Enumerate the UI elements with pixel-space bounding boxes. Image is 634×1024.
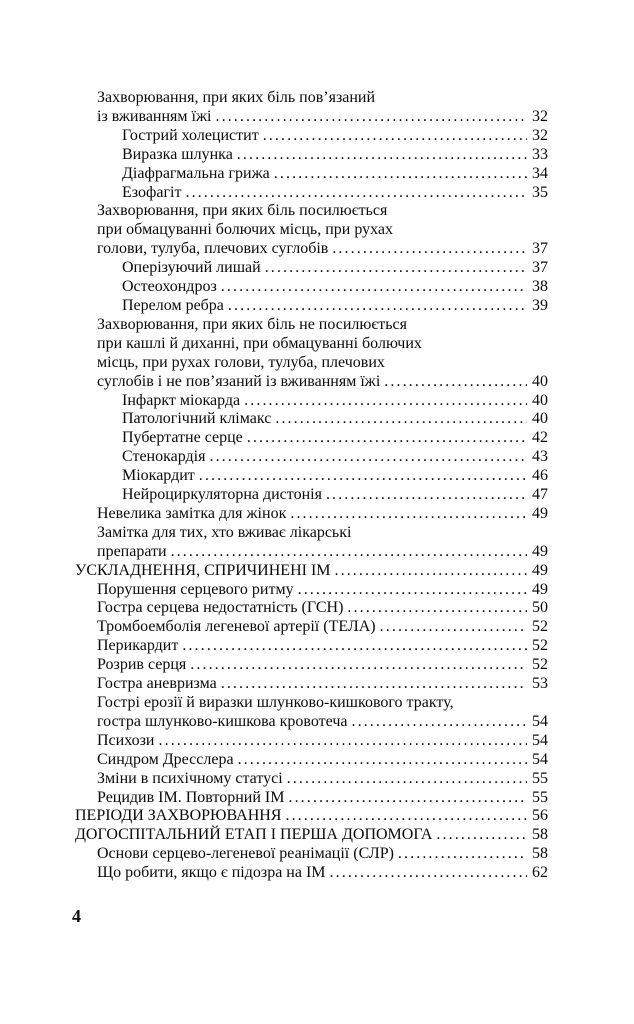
toc-entry-text: Зміни в психічному статусі xyxy=(97,769,283,787)
toc-line xyxy=(75,146,548,165)
toc-entry-text: Нейроциркуляторна дистонія xyxy=(122,486,322,504)
toc-entry-text: Патологічний клімакс xyxy=(122,410,272,428)
toc-dot-leader xyxy=(209,448,527,467)
toc-entry-text: препарати xyxy=(97,542,167,560)
toc-dot-leader xyxy=(185,184,527,203)
toc-line xyxy=(75,429,548,448)
toc-page-number: 32 xyxy=(532,107,548,125)
toc-page-number: 32 xyxy=(532,126,548,144)
toc-page-number: 52 xyxy=(532,637,548,655)
toc-dot-leader xyxy=(298,581,527,600)
toc-dot-leader xyxy=(159,732,528,751)
toc-line xyxy=(75,89,548,108)
toc-line xyxy=(75,297,548,316)
toc-line xyxy=(75,732,548,751)
toc-page-number: 38 xyxy=(532,278,548,296)
toc-page-number: 40 xyxy=(532,391,548,409)
toc-line xyxy=(75,108,548,127)
page-number: 4 xyxy=(72,906,81,926)
toc-line xyxy=(75,864,548,883)
toc-entry-text: Захворювання, при яких біль не посилюється xyxy=(97,315,407,333)
toc-line xyxy=(75,845,548,864)
toc-dot-leader xyxy=(288,789,527,808)
toc-entry-text: суглобів і не пов’язаний із вживанням їжі xyxy=(97,372,381,390)
toc-dot-leader xyxy=(244,392,527,411)
toc-entry-text: при кашлі й диханні, при обмацуванні болючих xyxy=(97,334,422,352)
toc-entry-text: Гостра аневризма xyxy=(97,675,217,693)
toc-entry-text: Порушення серцевого ритму xyxy=(97,580,294,598)
toc-dot-leader xyxy=(215,108,527,127)
toc-entry-text: ДОГОСПІТАЛЬНИЙ ЕТАП І ПЕРША ДОПОМОГА xyxy=(75,826,433,844)
toc-entry-text: Гострі ерозії й виразки шлунково-кишкового тракту, xyxy=(97,694,454,711)
toc-page-number: 40 xyxy=(532,372,548,390)
toc-entry-text: Тромбоемболія легеневої артерії (ТЕЛА) xyxy=(97,618,376,636)
toc-entry-text: Оперізуючий лишай xyxy=(122,259,261,277)
toc-line xyxy=(75,694,548,713)
toc-entry-text: Виразка шлунка xyxy=(122,145,233,163)
toc-page-number: 53 xyxy=(532,675,548,693)
toc-page-number: 56 xyxy=(532,807,548,825)
toc-line xyxy=(75,826,548,845)
toc-line xyxy=(75,524,548,543)
toc-page-number: 33 xyxy=(532,145,548,163)
toc-entry-text: Що робити, якщо є підозра на ІМ xyxy=(97,864,326,882)
toc-page-number: 35 xyxy=(532,183,548,201)
toc-dot-leader xyxy=(171,543,527,562)
toc-line xyxy=(75,165,548,184)
toc-entry-text: Гостра серцева недостатність (ГСН) xyxy=(97,599,344,617)
toc-page-number: 49 xyxy=(532,561,548,579)
toc-page-number: 34 xyxy=(532,164,548,182)
toc-entry-text: Пубертатне серце xyxy=(122,429,243,447)
toc-line xyxy=(75,543,548,562)
toc-entry-text: Синдром Дресслера xyxy=(97,750,234,768)
toc-dot-leader xyxy=(275,410,527,429)
toc-line xyxy=(75,392,548,411)
toc-page-number: 52 xyxy=(532,656,548,674)
toc-page-number: 54 xyxy=(532,750,548,768)
toc-dot-leader xyxy=(221,278,527,297)
toc-entry-text: голови, тулуба, плечових суглобів xyxy=(97,240,329,258)
toc-page-number: 46 xyxy=(532,467,548,485)
toc-entry-text: Інфаркт міокарда xyxy=(122,391,241,409)
toc-dot-leader xyxy=(274,165,527,184)
toc-entry-text: місць, при рухах голови, тулуба, плечових xyxy=(97,353,385,371)
toc-page-number: 58 xyxy=(532,826,548,844)
toc-dot-leader xyxy=(351,713,527,732)
toc-line xyxy=(75,656,548,675)
toc-dot-leader xyxy=(199,467,527,486)
toc-entry-text: Перикардит xyxy=(97,637,179,655)
toc-dot-leader xyxy=(265,259,527,278)
toc-line xyxy=(75,278,548,297)
toc-page-number: 47 xyxy=(532,486,548,504)
toc-line xyxy=(75,770,548,789)
toc-page-number: 58 xyxy=(532,845,548,863)
toc-line xyxy=(75,505,548,524)
toc-dot-leader xyxy=(182,637,527,656)
toc-line xyxy=(75,316,548,335)
toc-page-number: 54 xyxy=(532,731,548,749)
toc-line xyxy=(75,240,548,259)
toc-entry-text: при обмацуванні болючих місць, при рухах xyxy=(97,221,394,239)
toc-line xyxy=(75,202,548,221)
toc-entry-text: Остеохондроз xyxy=(122,278,217,296)
toc-dot-leader xyxy=(290,505,527,524)
toc-entry-text: Психози xyxy=(97,731,155,749)
toc-line xyxy=(75,618,548,637)
toc-page-number: 52 xyxy=(532,618,548,636)
toc-line xyxy=(75,599,548,618)
toc-page-number: 55 xyxy=(532,788,548,806)
toc-line xyxy=(75,467,548,486)
toc-line xyxy=(75,675,548,694)
toc-entry-text: Стенокардія xyxy=(122,448,206,466)
toc-line xyxy=(75,221,548,240)
toc-line xyxy=(75,807,548,826)
toc-line xyxy=(75,335,548,354)
toc-dot-leader xyxy=(335,562,528,581)
toc-line xyxy=(75,486,548,505)
toc-entry-text: Захворювання, при яких біль посилюється xyxy=(97,202,388,220)
toc-entry-text: Перелом ребра xyxy=(122,296,224,314)
toc-dot-leader xyxy=(287,770,527,789)
toc-dot-leader xyxy=(436,826,527,845)
toc-line xyxy=(75,562,548,581)
toc-page-number: 42 xyxy=(532,429,548,447)
toc-line xyxy=(75,127,548,146)
toc-page-number: 62 xyxy=(532,864,548,882)
toc-entry-text: Міокардит xyxy=(122,467,195,485)
toc-dot-leader xyxy=(398,845,527,864)
toc-entry-text: Невелика замітка для жінок xyxy=(97,504,287,522)
toc-entry-text: Гострий холецистит xyxy=(122,126,259,144)
toc-page-number: 37 xyxy=(532,259,548,277)
toc-page-number: 37 xyxy=(532,240,548,258)
toc-page-number: 49 xyxy=(532,580,548,598)
toc-line xyxy=(75,637,548,656)
toc-page-number: 50 xyxy=(532,599,548,617)
toc-entry-text: ПЕРІОДИ ЗАХВОРЮВАННЯ xyxy=(75,807,282,825)
toc-dot-leader xyxy=(384,373,527,392)
toc-line xyxy=(75,259,548,278)
toc-entry-text: Замітка для тих, хто вживає лікарські xyxy=(97,523,352,541)
toc-page-number: 55 xyxy=(532,769,548,787)
toc-dot-leader xyxy=(247,429,527,448)
toc-dot-leader xyxy=(285,807,527,826)
toc-entry-text: із вживанням їжі xyxy=(97,107,212,125)
toc-list xyxy=(75,89,548,883)
toc-dot-leader xyxy=(347,599,527,618)
toc-entry-text: гостра шлунково-кишкова кровотеча xyxy=(97,712,348,730)
toc-line xyxy=(75,789,548,808)
toc-dot-leader xyxy=(326,486,527,505)
toc-line xyxy=(75,184,548,203)
toc-line xyxy=(75,448,548,467)
toc-line xyxy=(75,713,548,732)
toc-entry-text: Основи серцево-легеневої реанімації (СЛР) xyxy=(97,845,394,863)
toc-line xyxy=(75,751,548,770)
toc-page-number: 40 xyxy=(532,410,548,428)
toc-line xyxy=(75,581,548,600)
toc-page-number: 43 xyxy=(532,448,548,466)
toc-entry-text: Розрив серця xyxy=(97,656,187,674)
toc-line xyxy=(75,354,548,373)
toc-dot-leader xyxy=(190,656,527,675)
toc-dot-leader xyxy=(221,675,527,694)
toc-entry-text: Діафрагмальна грижа xyxy=(122,164,270,182)
toc-line xyxy=(75,373,548,392)
toc-page-number: 39 xyxy=(532,296,548,314)
toc-dot-leader xyxy=(238,751,527,770)
toc-page-number: 49 xyxy=(532,504,548,522)
toc-page-number: 54 xyxy=(532,712,548,730)
toc-entry-text: Рецидив ІМ. Повторний ІМ xyxy=(97,788,285,806)
toc-dot-leader xyxy=(263,127,527,146)
toc-dot-leader xyxy=(332,240,527,259)
toc-entry-text: Захворювання, при яких біль пов’язаний xyxy=(97,89,376,106)
toc-dot-leader xyxy=(237,146,527,165)
toc-dot-leader xyxy=(380,618,527,637)
toc-entry-text: УСКЛАДНЕННЯ, СПРИЧИНЕНІ ІМ xyxy=(75,561,331,579)
toc-entry-text: Езофагіт xyxy=(122,183,182,201)
toc-line xyxy=(75,410,548,429)
toc-page-number: 49 xyxy=(532,542,548,560)
toc-dot-leader xyxy=(228,297,527,316)
toc-dot-leader xyxy=(330,864,527,883)
